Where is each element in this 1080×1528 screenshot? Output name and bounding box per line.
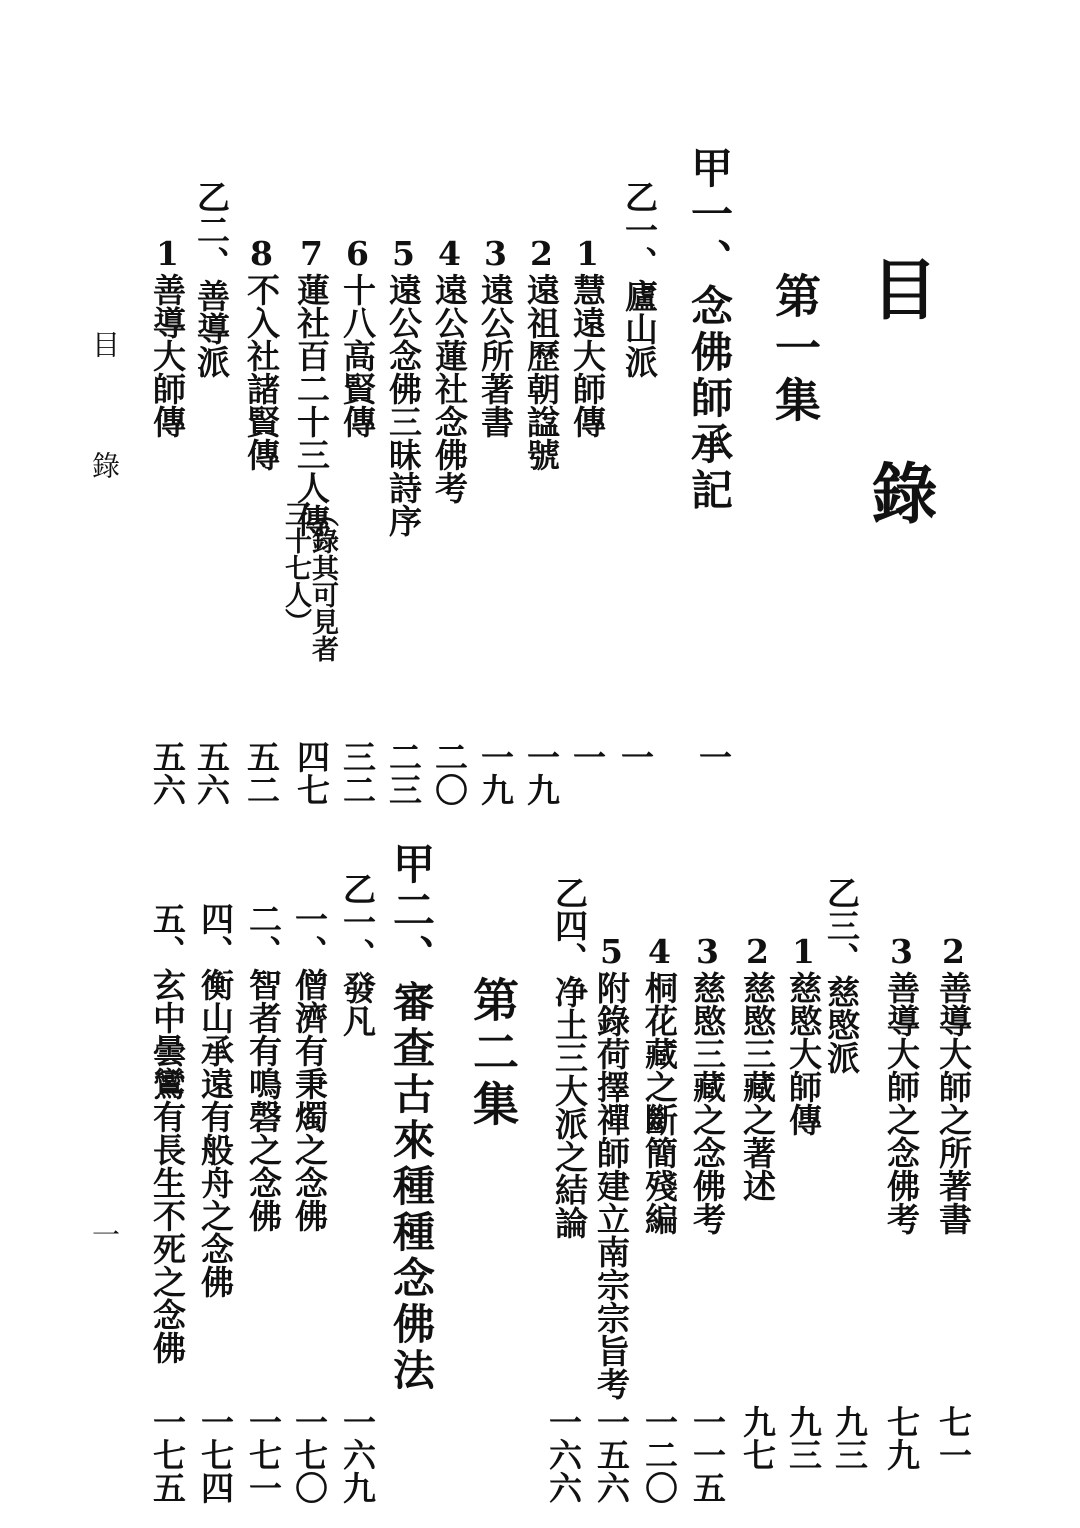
toc-entry: 5遠公念佛三昧詩序 [384, 234, 423, 537]
toc-entry: 五、玄中曇鸞有長生不死之念佛 [148, 902, 187, 1364]
running-title: 目 錄 [88, 330, 121, 509]
volume-2-heading: 第二集 [466, 976, 520, 1132]
page-number: 一七五 [148, 1405, 187, 1504]
toc-entry: 2善導大師之所著書 [934, 932, 973, 1235]
toc-entry: 四、衡山承遠有般舟之念佛 [196, 902, 235, 1298]
page-number: 一六六 [544, 1405, 583, 1504]
page-number: 五六 [148, 740, 187, 806]
folio-number: 一 [88, 1220, 121, 1248]
toc-entry: 2慈愍三藏之著述 [738, 932, 777, 1202]
page-number: 九七 [738, 1405, 777, 1471]
page-number: 一七四 [196, 1405, 235, 1504]
toc-entry: 1善導大師傳 [148, 234, 187, 438]
volume-1-heading: 第一集 [768, 272, 822, 428]
page-number: 一七一 [244, 1405, 283, 1504]
toc-entry-yi2: 乙二、善導派 [192, 180, 231, 378]
toc-entry-jia1: 甲一、念佛師承記 [685, 146, 734, 514]
toc-entry: 3遠公所著書 [476, 234, 515, 438]
toc-entry-yi1b: 乙一、發凡 [338, 872, 377, 1037]
page-number: 一二〇 [640, 1405, 679, 1504]
toc-entry: 4遠公蓮社念佛考 [430, 234, 469, 504]
page-number: 七一 [934, 1405, 973, 1471]
toc-entry: 3善導大師之念佛考 [882, 932, 921, 1235]
toc-entry-jia2: 甲二、審查古來種種念佛法 [387, 842, 436, 1394]
page-number: 四七 [292, 740, 331, 806]
page-number: 一 [616, 740, 655, 773]
page-number: 九三 [784, 1405, 823, 1471]
toc-entry-yi4: 乙四、净土三大派之結論 [550, 876, 589, 1239]
toc-entry: 6十八高賢傳 [338, 234, 377, 438]
toc-entry: 1慈愍大師傳 [784, 932, 823, 1136]
page-number: 一九 [522, 740, 561, 806]
toc-entry: 二、智者有鳴磬之念佛 [244, 902, 283, 1232]
page-number: 九三 [830, 1405, 869, 1471]
page-title: 目 錄 [860, 255, 938, 555]
page-number: 一九 [476, 740, 515, 806]
page-number: 二三 [384, 740, 423, 806]
page-number: 五二 [242, 740, 281, 806]
page-number: 三二 [338, 740, 377, 806]
toc-entry: 8不入社諸賢傳 [242, 234, 281, 471]
page-number: 一 [694, 740, 733, 773]
note-line: 三十七人︶ [280, 500, 311, 635]
toc-entry: 2遠祖歷朝諡號 [522, 234, 561, 471]
toc-entry-yi3: 乙三、慈愍派 [822, 876, 861, 1074]
page-number: 一 [568, 740, 607, 773]
toc-entry: 3慈愍三藏之念佛考 [688, 932, 727, 1235]
page-number: 七九 [882, 1405, 921, 1471]
toc-entry: 7蓮社百二十三人傳 [292, 234, 331, 537]
page-number: 一一五 [688, 1405, 727, 1504]
note-line: ︵錄其可見者 [307, 500, 338, 662]
toc-entry-note [282, 500, 336, 662]
toc-entry: 1慧遠大師傳 [568, 234, 607, 438]
toc-entry: 4桐花藏之斷簡殘編 [640, 932, 679, 1235]
toc-entry: 5附錄荷擇禪師建立南宗宗旨考 [592, 932, 631, 1400]
page-number: 一七〇 [290, 1405, 329, 1504]
page-number: 一六九 [338, 1405, 377, 1504]
toc-entry-yi1: 乙一、廬山派 [620, 180, 659, 378]
page-number: 一五六 [592, 1405, 631, 1504]
page-number: 二〇 [430, 740, 469, 806]
page-number: 五六 [192, 740, 231, 806]
toc-entry: 一、僧濟有秉燭之念佛 [290, 902, 329, 1232]
